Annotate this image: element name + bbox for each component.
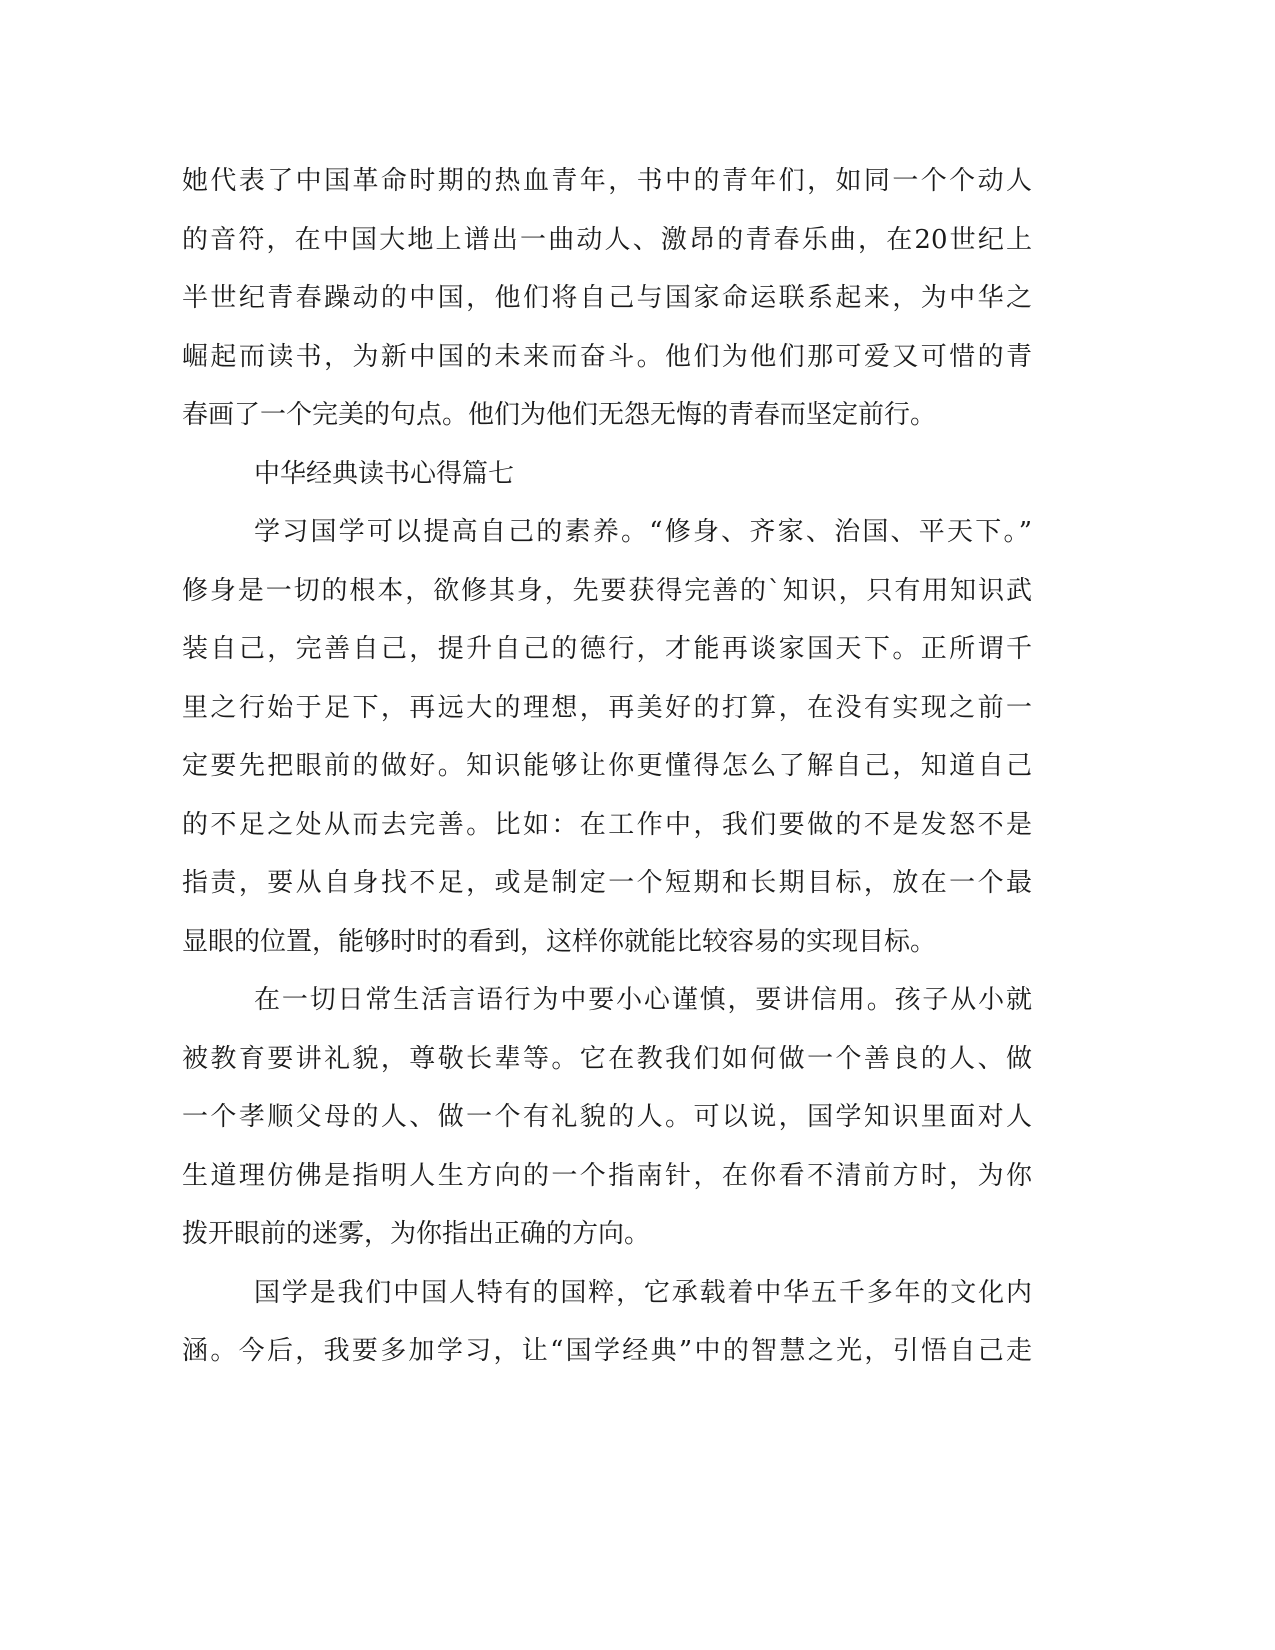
text-line: 被教育要讲礼貌，尊敬长辈等。它在教我们如何做一个善良的人、做 (182, 1043, 1032, 1074)
text-line: 生道理仿佛是指明人生方向的一个指南针，在你看不清前方时，为你 (182, 1160, 1032, 1191)
section-heading (182, 445, 1032, 504)
text-line: 定要先把眼前的做好。知识能够让你更懂得怎么了解自己，知道自己 (182, 751, 1032, 781)
paragraph-1 (182, 503, 1032, 971)
text-line: 的音符，在中国大地上谱出一曲动人、激昂的青春乐曲，在20世纪上 (182, 224, 1032, 255)
text-line: 春画了一个完美的句点。他们为他们无怨无悔的青春而坚定前行。 (182, 400, 937, 430)
paragraph-continued (182, 152, 1032, 445)
text-line: 指责，要从自身找不足，或是制定一个短期和长期目标，放在一个最 (182, 868, 1032, 898)
paragraph-3 (182, 1264, 1032, 1381)
text-line: 装自己，完善自己，提升自己的德行，才能再谈家国天下。正所谓千 (182, 634, 1032, 664)
text-line: 学习国学可以提高自己的素养。“修身、齐家、治国、平天下。” (254, 517, 1032, 547)
text-line: 国学是我们中国人特有的国粹，它承载着中华五千多年的文化内 (254, 1277, 1032, 1308)
heading-text: 中华经典读书心得篇七 (254, 458, 515, 489)
text-line: 修身是一切的根本，欲修其身，先要获得完善的`知识，只有用知识武 (182, 575, 1032, 606)
paragraph-2 (182, 971, 1032, 1264)
text-line: 在一切日常生活言语行为中要小心谨慎，要讲信用。孩子从小就 (254, 985, 1032, 1015)
text-line: 显眼的位置，能够时时的看到，这样你就能比较容易的实现目标。 (182, 926, 937, 957)
text-line: 的不足之处从而去完善。比如：在工作中，我们要做的不是发怒不是 (182, 809, 1032, 840)
text-line: 她代表了中国革命时期的热血青年，书中的青年们，如同一个个动人 (182, 166, 1032, 196)
text-line: 里之行始于足下，再远大的理想，再美好的打算，在没有实现之前一 (182, 692, 1032, 723)
text-line: 涵。今后，我要多加学习，让“国学经典”中的智慧之光，引悟自己走 (182, 1336, 1032, 1366)
text-line: 半世纪青春躁动的中国，他们将自己与国家命运联系起来，为中华之 (182, 283, 1032, 313)
text-line: 拨开眼前的迷雾，为你指出正确的方向。 (182, 1219, 651, 1249)
document-body (182, 152, 1032, 1381)
text-line: 崛起而读书，为新中国的未来而奋斗。他们为他们那可爱又可惜的青 (182, 341, 1032, 372)
text-line: 一个孝顺父母的人、做一个有礼貌的人。可以说，国学知识里面对人 (182, 1102, 1032, 1132)
